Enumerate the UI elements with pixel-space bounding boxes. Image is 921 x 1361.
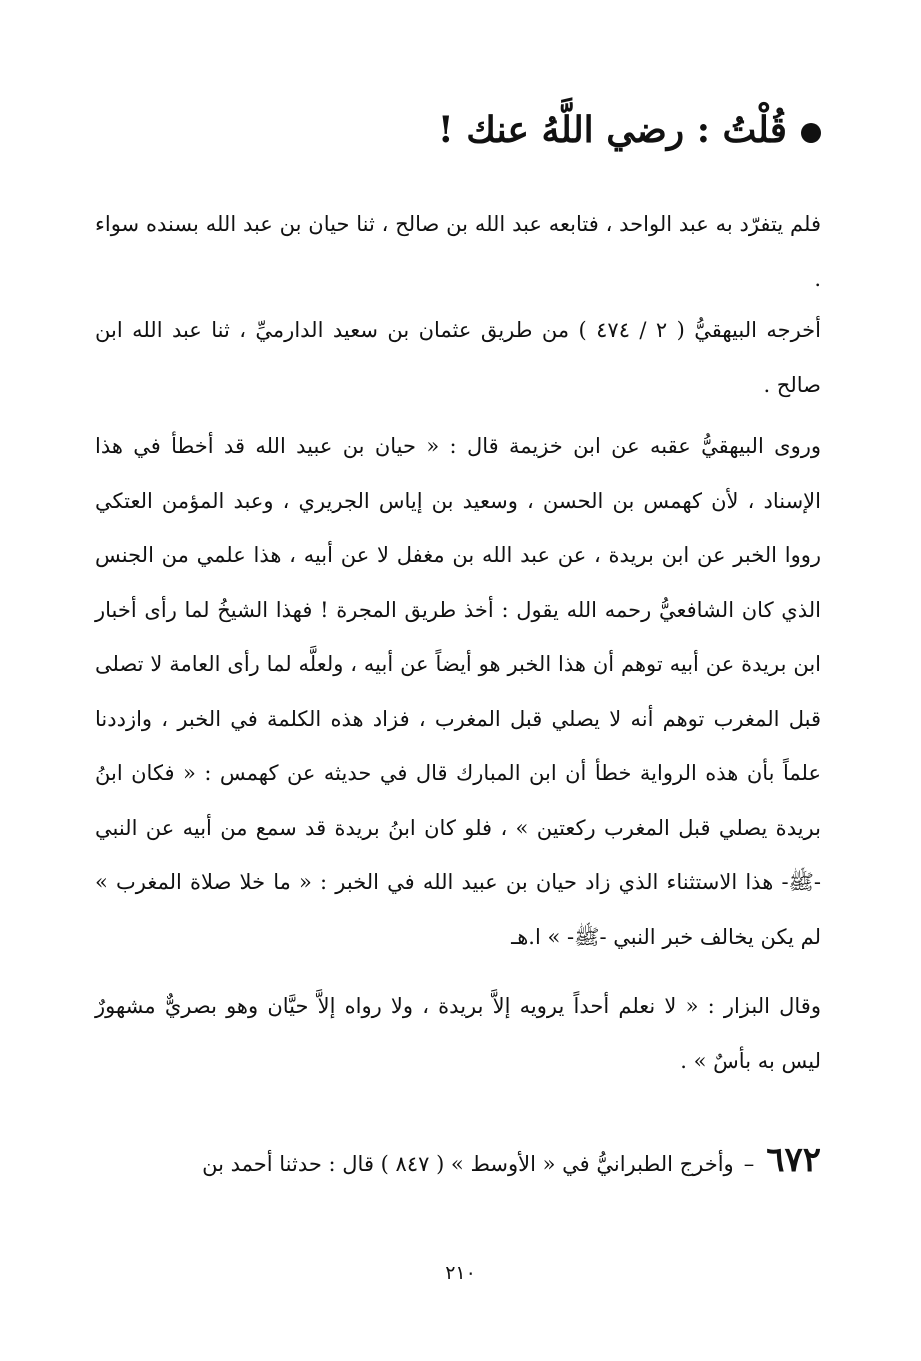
page-number: ٢١٠ xyxy=(445,1262,476,1284)
paragraph-3: وروى البيهقيُّ عقبه عن ابن خزيمة قال : « حيان بن عبيد الله قد أخطأ في هذا الإسناد ، لأن كهمس بن الحسن ، وسعيد بن إياس الجريري ، وعبد المؤمن العتكي رووا الخبر عن ابن بريدة ، عن عبد الله بن مغفل لا عن أبيه ، هذا علمي من الجنس الذي كان الشافعيُّ رحمه الله يقول : أخذ طريق المجرة ! فهذا الشيخُ لما رأى أخبار ابن بريدة عن أبيه توهم أن هذا الخبر هو أيضاً عن أبيه ، ولعلَّه لما رأى العامة لا تصلى قبل المغرب توهم أنه لا يصلي قبل المغرب ، فزاد هذه الكلمة في الخبر ، وازددنا علماً بأن هذه الرواية خطأ أن ابن المبارك قال في حديثه عن كهمس : « فكان ابنُ بريدة يصلي قبل المغرب ركعتين » ، فلو كان ابنُ بريدة قد سمع من أبيه عن النبي -ﷺ- هذا الاستثناء الذي زاد حيان بن عبيد الله في الخبر : « ما خلا صلاة المغرب » لم يكن يخالف خبر النبي -ﷺ- » ا.هـ xyxy=(95,434,821,949)
section-heading xyxy=(110,100,821,160)
hadith-entry xyxy=(95,1130,821,1194)
paragraph-1: فلم يتفرّد به عبد الواحد ، فتابعه عبد الله بن صالح ، ثنا حيان بن عبد الله بسنده سواء . xyxy=(95,212,821,291)
entry-text: وأخرج الطبرانيُّ في « الأوسط » ( ٨٤٧ ) قال : حدثنا أحمد بن xyxy=(202,1152,734,1176)
entry-number: ٦٧٢ xyxy=(766,1140,821,1180)
bullet-icon xyxy=(801,123,821,143)
heading-text: قُلْتُ : رضي اللَّهُ عنك ! xyxy=(437,109,787,151)
entry-dash: – xyxy=(743,1152,755,1176)
paragraph-2: أخرجه البيهقيُّ ( ٢ / ٤٧٤ ) من طريق عثمان بن سعيد الدارميِّ ، ثنا عبد الله ابن صالح . xyxy=(95,318,821,397)
paragraph-4: وقال البزار : « لا نعلم أحداً يرويه إلاَّ بريدة ، ولا رواه إلاَّ حيَّان وهو بصريٌّ مشهورٌ ليس به بأسٌ » . xyxy=(95,994,821,1073)
